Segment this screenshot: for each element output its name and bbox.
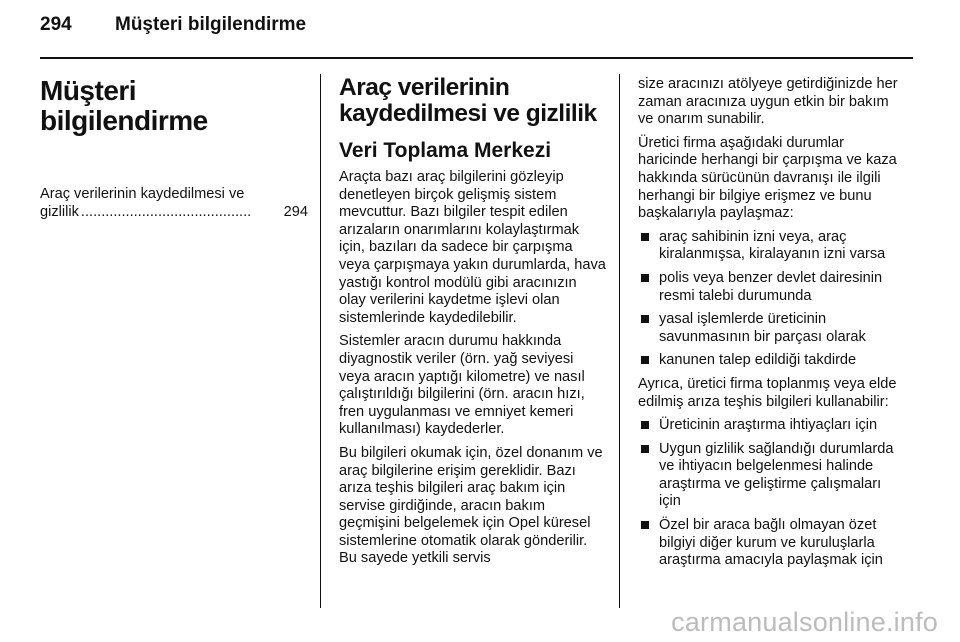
paragraph: Ayrıca, üretici firma toplanmış veya elde edilmiş arıza teşhis bilgileri kullanabilir: — [638, 375, 897, 410]
list-item-text: kanunen talep edildiği takdirde — [659, 352, 857, 369]
paragraph: size aracınızı atölyeye getirdiğinizde her zaman aracınıza uygun etkin bir bakım ve onarım sunabilir. — [638, 76, 898, 128]
bullet-list — [638, 417, 900, 570]
square-bullet-icon — [641, 445, 649, 453]
square-bullet-icon — [641, 521, 649, 529]
square-bullet-icon — [641, 274, 649, 282]
list-item-text: Üreticinin araştırma ihtiyaçları için — [659, 417, 878, 434]
column-divider-1 — [320, 74, 321, 608]
list-item — [638, 229, 900, 264]
paragraph: Araçta bazı araç bilgilerini gözleyip denetleyen birçok gelişmiş sistem mevcuttur. Bazı bilgiler tespit edilen arızaların onarımlarını kolaylaştırmak için, bazıları da sadece bir çarpışma veya çarpışmaya yakın durumlarda, hava yastığı kontrol modülü gibi aracınızın olay verilerini kaydetme işlevi olan sistemlerinde kaydedilebilir. — [339, 169, 606, 326]
list-item-text: araç sahibinin izni veya, araç kiralanmışsa, kiralayanın izni varsa — [659, 228, 886, 263]
list-item-text: Uygun gizlilik sağlandığı durumlarda ve ihtiyacın belgelenmesi halinde araştırma ve geliştirme çalışmaları için — [659, 440, 894, 510]
section-title: Araç verilerinin kaydedilmesi ve gizlilik — [339, 74, 597, 127]
paragraph: Sistemler aracın durumu hakkında diyagnostik veriler (örn. yağ seviyesi veya aracın yaptığı kilometre) ve nasıl çalıştırıldığı bilgilerini (örn. aracın hızı, fren uygulanması ve emniyet kemeri kullanılması) kaydederler. — [339, 333, 585, 438]
chapter-title: Müşteri bilgilendirme — [40, 75, 208, 136]
list-item-text: Özel bir araca bağlı olmayan özet bilgiyi diğer kurum ve kuruluşlarla araştırma amacıyla paylaşmak için — [659, 517, 883, 569]
header-rule — [40, 57, 913, 59]
page-header — [40, 14, 960, 44]
watermark: carmanualsonline.info — [671, 607, 938, 637]
list-item — [638, 270, 900, 305]
bullet-list — [638, 229, 900, 370]
list-item — [638, 517, 900, 570]
middle-column — [339, 72, 607, 574]
list-item-text: yasal işlemlerde üreticinin savunmasının bir parçası olarak — [659, 311, 866, 345]
list-item — [638, 417, 900, 435]
list-item — [638, 352, 900, 370]
toc-dot-leader: .......................................... — [80, 203, 252, 220]
list-item-text: polis veya benzer devlet dairesinin resmi talebi durumunda — [659, 269, 883, 304]
list-item — [638, 441, 900, 511]
right-column — [638, 72, 900, 576]
subsection-title: Veri Toplama Merkezi — [339, 139, 552, 162]
square-bullet-icon — [641, 356, 649, 364]
page-number: 294 — [40, 14, 72, 35]
paragraph: Üretici firma aşağıdaki durumlar haricinde herhangi bir çarpışma ve kaza hakkında sürücünün davranışı ile ilgili herhangi bir bilgiye erişmez ve bunu başkalarıyla paylaşmaz: — [638, 134, 897, 222]
square-bullet-icon — [641, 421, 649, 429]
toc-entry-line2: gizlilik — [40, 203, 79, 220]
toc-page-number: 294 — [283, 203, 308, 220]
left-column — [40, 72, 308, 221]
toc-entry[interactable] — [40, 186, 308, 221]
column-divider-2 — [619, 74, 620, 608]
list-item — [638, 311, 900, 346]
toc-entry-line1: Araç verilerinin kaydedilmesi ve — [40, 186, 245, 202]
running-title: Müşteri bilgilendirme — [115, 14, 307, 35]
square-bullet-icon — [641, 315, 649, 323]
square-bullet-icon — [641, 233, 649, 241]
paragraph: Bu bilgileri okumak için, özel donanım ve araç bilgilerine erişim gereklidir. Bazı arıza teşhis bilgileri araç bakım için servise girdiğinde, aracın bakım geçmişini belgelemek için Opel küresel sistemlerine otomatik olarak gönderilir. Bu sayede yetkili servis — [339, 444, 603, 567]
